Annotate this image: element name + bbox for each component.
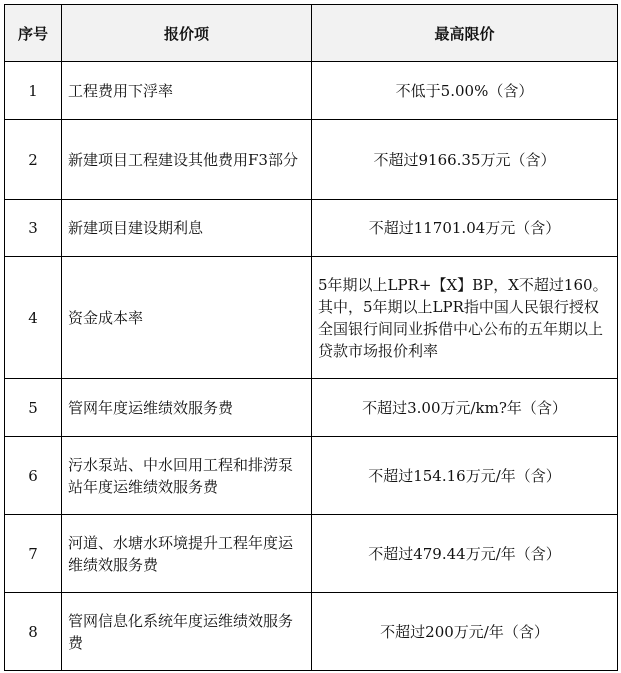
row-quote-item: 新建项目工程建设其他费用F3部分: [62, 120, 312, 200]
table-row: [5, 200, 618, 257]
table-row: [5, 437, 618, 515]
row-serial: 6: [5, 437, 62, 515]
row-quote-item: 污水泵站、中水回用工程和排涝泵站年度运维绩效服务费: [62, 437, 312, 515]
table-row: [5, 379, 618, 437]
row-serial: 1: [5, 62, 62, 120]
row-serial: 8: [5, 593, 62, 671]
row-max-price: 5年期以上LPR+【X】BP，X不超过160。其中，5年期以上LPR指中国人民银行授权全国银行间同业拆借中心公布的五年期以上贷款市场报价利率: [312, 257, 618, 379]
row-max-price: 不超过9166.35万元（含）: [312, 120, 618, 200]
table-row: [5, 120, 618, 200]
row-serial: 2: [5, 120, 62, 200]
row-quote-item: 管网信息化系统年度运维绩效服务费: [62, 593, 312, 671]
row-max-price: 不低于5.00%（含）: [312, 62, 618, 120]
table-header-row: [5, 5, 618, 62]
table-row: [5, 515, 618, 593]
row-quote-item: 新建项目建设期利息: [62, 200, 312, 257]
header-quote-item: 报价项: [62, 5, 312, 62]
row-serial: 4: [5, 257, 62, 379]
row-serial: 3: [5, 200, 62, 257]
row-max-price: 不超过3.00万元/km?年（含）: [312, 379, 618, 437]
table-row: [5, 257, 618, 379]
row-max-price: 不超过11701.04万元（含）: [312, 200, 618, 257]
table-row: [5, 62, 618, 120]
row-serial: 5: [5, 379, 62, 437]
row-max-price: 不超过479.44万元/年（含）: [312, 515, 618, 593]
header-max-price: 最高限价: [312, 5, 618, 62]
row-quote-item: 工程费用下浮率: [62, 62, 312, 120]
price-limit-table: [4, 4, 618, 671]
row-serial: 7: [5, 515, 62, 593]
row-max-price: 不超过200万元/年（含）: [312, 593, 618, 671]
row-quote-item: 河道、水塘水环境提升工程年度运维绩效服务费: [62, 515, 312, 593]
header-serial: 序号: [5, 5, 62, 62]
row-max-price: 不超过154.16万元/年（含）: [312, 437, 618, 515]
row-quote-item: 资金成本率: [62, 257, 312, 379]
row-quote-item: 管网年度运维绩效服务费: [62, 379, 312, 437]
table-row: [5, 593, 618, 671]
